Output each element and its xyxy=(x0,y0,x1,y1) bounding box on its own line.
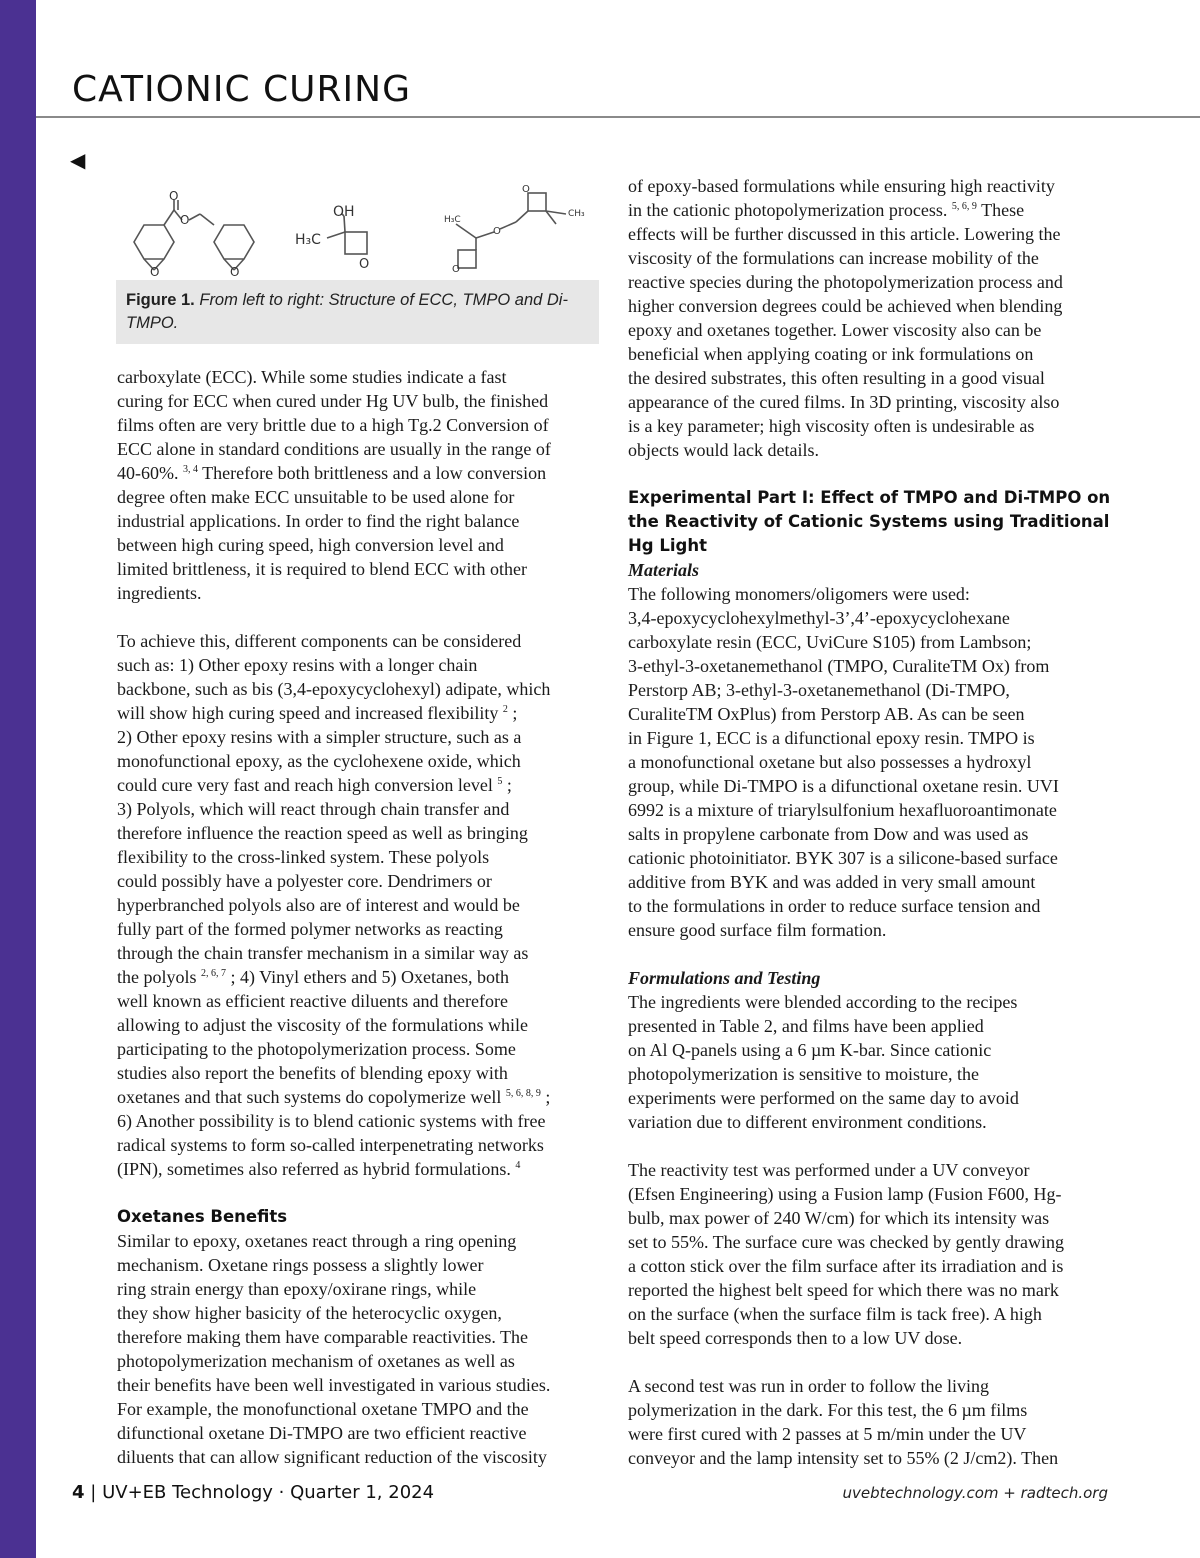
text-line: cationic photoinitiator. BYK 307 is a silicone-based surface xyxy=(628,848,1058,868)
text-line: industrial applications. In order to find the right balance xyxy=(117,511,520,531)
text-line: The reactivity test was performed under a UV conveyor xyxy=(628,1160,1030,1180)
text-line: such as: 1) Other epoxy resins with a longer chain xyxy=(117,655,478,675)
text-line: backbone, such as bis (3,4-epoxycyclohexyl) adipate, which xyxy=(117,679,551,699)
footer-publication xyxy=(72,1482,434,1503)
text-line: A second test was run in order to follow the living xyxy=(628,1376,989,1396)
text-line: bulb, max power of 240 W/cm) for which its intensity was xyxy=(628,1208,1050,1228)
subheading: Materials xyxy=(628,560,700,580)
text-line: they show higher basicity of the heterocyclic oxygen, xyxy=(117,1303,502,1323)
text-line: will show high curing speed and increased flexibility $^2$ ; xyxy=(117,703,518,723)
paragraph xyxy=(117,365,607,605)
text-line: limited brittleness, it is required to blend ECC with other xyxy=(117,559,527,579)
text-line: group, while Di-TMPO is a difunctional oxetane resin. UVI xyxy=(628,776,1059,796)
text-line: could possibly have a polyester core. Dendrimers or xyxy=(117,871,492,891)
text-line: therefore making them have comparable reactivities. The xyxy=(117,1327,528,1347)
text-line: photopolymerization mechanism of oxetanes as well as xyxy=(117,1351,515,1371)
di-tmpo-ring-o-label-2: O xyxy=(522,184,530,195)
text-line: is a key parameter; high viscosity often is undesirable as xyxy=(628,416,1035,436)
text-line: epoxy and oxetanes together. Lower viscosity also can be xyxy=(628,320,1042,340)
tmpo-h3c-label: H₃C xyxy=(295,232,321,248)
text-line: ensure good surface film formation. xyxy=(628,920,887,940)
text-line: fully part of the formed polymer networks as reacting xyxy=(117,919,503,939)
text-line: presented in Table 2, and films have been applied xyxy=(628,1016,984,1036)
text-line: (IPN), sometimes also referred as hybrid formulations. $^4$ xyxy=(117,1159,521,1179)
footer-websites[interactable]: uvebtechnology.com + radtech.org xyxy=(842,1484,1108,1502)
text-line: of epoxy-based formulations while ensuring high reactivity xyxy=(628,176,1055,196)
text-line: ring strain energy than epoxy/oxirane rings, while xyxy=(117,1279,477,1299)
text-line: effects will be further discussed in this article. Lowering the xyxy=(628,224,1061,244)
text-line: 3,4-epoxycyclohexylmethyl-3’,4’-epoxycyclohexane xyxy=(628,608,1010,628)
text-line: hyperbranched polyols also are of interest and would be xyxy=(117,895,520,915)
text-line: curing for ECC when cured under Hg UV bulb, the finished xyxy=(117,391,549,411)
text-line: monofunctional epoxy, as the cyclohexene oxide, which xyxy=(117,751,521,771)
text-line: to the formulations in order to reduce surface tension and xyxy=(628,896,1041,916)
tmpo-oh-label: OH xyxy=(333,204,355,220)
text-line: the Reactivity of Cationic Systems using Traditional xyxy=(628,512,1110,531)
text-line: flexibility to the cross-linked system. These polyols xyxy=(117,847,490,867)
text-line: radical systems to form so-called interpenetrating networks xyxy=(117,1135,544,1155)
citation-superscript: 2, 6, 7 xyxy=(201,968,226,979)
text-line: well known as efficient reactive diluents and therefore xyxy=(117,991,509,1011)
text-line: on Al Q-panels using a 6 µm K-bar. Since cationic xyxy=(628,1040,992,1060)
text-line: a cotton stick over the film surface after its irradiation and is xyxy=(628,1256,1064,1276)
text-line: experiments were performed on the same day to avoid xyxy=(628,1088,1019,1108)
citation-superscript: 5 xyxy=(497,776,503,787)
text-line: difunctional oxetane Di-TMPO are two efficient reactive xyxy=(117,1423,527,1443)
paragraph xyxy=(628,174,1118,462)
di-tmpo-ether-o-label: O xyxy=(493,226,501,237)
text-line: were first cured with 2 passes at 5 m/min under the UV xyxy=(628,1424,1027,1444)
text-line: The ingredients were blended according to the recipes xyxy=(628,992,1018,1012)
text-line: ECC alone in standard conditions are usually in the range of xyxy=(117,439,551,459)
text-line: reported the highest belt speed for which there was no mark xyxy=(628,1280,1059,1300)
text-line: belt speed corresponds then to a low UV dose. xyxy=(628,1328,963,1348)
text-line: CuraliteTM OxPlus) from Perstorp AB. As can be seen xyxy=(628,704,1025,724)
text-line: between high curing speed, high conversion level and xyxy=(117,535,504,555)
sidebar-color-bar xyxy=(0,0,36,1558)
text-line: through the chain transfer mechanism in a similar way as xyxy=(117,943,529,963)
text-line: conveyor and the lamp intensity set to 55% (2 J/cm2). Then xyxy=(628,1448,1059,1468)
di-tmpo-ring-o-label-1: O xyxy=(452,264,460,275)
ecc-structure xyxy=(134,200,254,270)
publication-name: UV+EB Technology · Quarter 1, 2024 xyxy=(102,1482,435,1503)
paragraph xyxy=(117,629,607,1181)
citation-superscript: 5, 6, 8, 9 xyxy=(505,1088,541,1099)
text-line: Perstorp AB; 3-ethyl-3-oxetanemethanol (Di-TMPO, xyxy=(628,680,1010,700)
text-line: 3) Polyols, which will react through chain transfer and xyxy=(117,799,510,819)
text-line: reactive species during the photopolymerization process and xyxy=(628,272,1063,292)
tmpo-ring-o-label: O xyxy=(359,257,370,272)
paragraph xyxy=(628,1158,1118,1350)
text-line: The following monomers/oligomers were used: xyxy=(628,584,970,604)
back-arrow-icon[interactable]: ◀ xyxy=(70,148,86,172)
text-line: 40-60%. $^{3, 4}$ Therefore both brittleness and a low conversion xyxy=(117,463,547,483)
citation-superscript: 3, 4 xyxy=(183,464,198,475)
text-line: appearance of the cured films. In 3D printing, viscosity also xyxy=(628,392,1060,412)
text-line: therefore influence the reaction speed as well as bringing xyxy=(117,823,528,843)
ecc-epoxide-o-label-1: O xyxy=(150,265,160,279)
text-line: Hg Light xyxy=(628,536,707,555)
text-line: salts in propylene carbonate from Dow and was used as xyxy=(628,824,1029,844)
text-line: objects would lack details. xyxy=(628,440,819,460)
text-line: 6992 is a mixture of triarylsulfonium hexafluoroantimonate xyxy=(628,800,1057,820)
section-heading xyxy=(628,486,1118,558)
text-line: higher conversion degrees could be achieved when blending xyxy=(628,296,1063,316)
text-line: carboxylate (ECC). While some studies indicate a fast xyxy=(117,367,507,387)
text-line: on the surface (when the surface film is tack free). A high xyxy=(628,1304,1042,1324)
text-line: their benefits have been well investigated in various studies. xyxy=(117,1375,551,1395)
text-line: in Figure 1, ECC is a difunctional epoxy resin. TMPO is xyxy=(628,728,1035,748)
citation-superscript: 5, 6, 9 xyxy=(951,201,977,212)
text-line: beneficial when applying coating or ink formulations on xyxy=(628,344,1034,364)
caption-text: From left to right: Structure of ECC, TMPO and Di-TMPO. xyxy=(126,291,568,332)
paragraph xyxy=(628,1374,1118,1470)
subheading: Formulations and Testing xyxy=(628,968,821,988)
di-tmpo-h3c-label: H₃C xyxy=(444,215,461,225)
text-line: degree often make ECC unsuitable to be used alone for xyxy=(117,487,515,507)
text-line: To achieve this, different components can be considered xyxy=(117,631,522,651)
text-line: the polyols $^{2, 6, 7}$ ; 4) Vinyl ethers and 5) Oxetanes, both xyxy=(117,967,510,987)
footer-separator: | xyxy=(90,1482,97,1503)
text-line: mechanism. Oxetane rings possess a slightly lower xyxy=(117,1255,484,1275)
text-line: Similar to epoxy, oxetanes react through a ring opening xyxy=(117,1231,517,1251)
text-line: 6) Another possibility is to blend cationic systems with free xyxy=(117,1111,546,1131)
header-divider xyxy=(36,116,1200,118)
text-line: photopolymerization is sensitive to moisture, the xyxy=(628,1064,979,1084)
ecc-carbonyl-o-label: O xyxy=(169,189,179,203)
text-line: set to 55%. The surface cure was checked by gently drawing xyxy=(628,1232,1065,1252)
right-column xyxy=(628,174,1118,1470)
text-line: films often are very brittle due to a high Tg.2 Conversion of xyxy=(117,415,549,435)
text-line: the desired substrates, this often resulting in a good visual xyxy=(628,368,1045,388)
text-line: 3-ethyl-3-oxetanemethanol (TMPO, CuraliteTM Ox) from xyxy=(628,656,1050,676)
text-line: could cure very fast and reach high conversion level $^5$ ; xyxy=(117,775,512,795)
text-line: For example, the monofunctional oxetane TMPO and the xyxy=(117,1399,529,1419)
paragraph xyxy=(628,990,1118,1134)
ecc-epoxide-o-label-2: O xyxy=(230,265,240,279)
text-line: a monofunctional oxetane but also possesses a hydroxyl xyxy=(628,752,1032,772)
ecc-ester-o-label: O xyxy=(180,213,190,227)
text-line: carboxylate resin (ECC, UviCure S105) from Lambson; xyxy=(628,632,1032,652)
section-title: CATIONIC CURING xyxy=(72,69,411,110)
text-line: viscosity of the formulations can increase mobility of the xyxy=(628,248,1039,268)
chemical-structures-image xyxy=(116,176,599,280)
text-line: (Efsen Engineering) using a Fusion lamp (Fusion F600, Hg- xyxy=(628,1184,1062,1204)
di-tmpo-structure xyxy=(456,193,566,268)
paragraph xyxy=(117,1229,607,1469)
text-line: Experimental Part I: Effect of TMPO and Di-TMPO on xyxy=(628,488,1111,507)
citation-superscript: 4 xyxy=(515,1160,521,1171)
page-number: 4 xyxy=(72,1482,85,1503)
section-heading: Oxetanes Benefits xyxy=(117,1207,288,1226)
text-line: diluents that can allow significant reduction of the viscosity xyxy=(117,1447,547,1467)
text-line: 2) Other epoxy resins with a simpler structure, such as a xyxy=(117,727,522,747)
figure-caption xyxy=(116,280,599,344)
di-tmpo-ch3-label: CH₃ xyxy=(568,209,585,219)
text-line: oxetanes and that such systems do copolymerize well $^{5, 6, 8, 9}$ ; xyxy=(117,1087,551,1107)
left-column xyxy=(117,365,607,1469)
text-line: allowing to adjust the viscosity of the formulations while xyxy=(117,1015,528,1035)
text-line: additive from BYK and was added in very small amount xyxy=(628,872,1036,892)
text-line: ingredients. xyxy=(117,583,202,603)
paragraph xyxy=(628,582,1118,942)
text-line: participating to the photopolymerization process. Some xyxy=(117,1039,516,1059)
figure-1 xyxy=(116,176,599,344)
text-line: studies also report the benefits of blending epoxy with xyxy=(117,1063,508,1083)
citation-superscript: 2 xyxy=(502,704,508,715)
text-line: variation due to different environment conditions. xyxy=(628,1112,987,1132)
text-line: polymerization in the dark. For this test, the 6 µm films xyxy=(628,1400,1028,1420)
tmpo-structure xyxy=(327,214,367,254)
text-line: in the cationic photopolymerization process. $^{5, 6, 9}$ These xyxy=(628,200,1025,220)
caption-label: Figure 1. xyxy=(126,291,195,309)
